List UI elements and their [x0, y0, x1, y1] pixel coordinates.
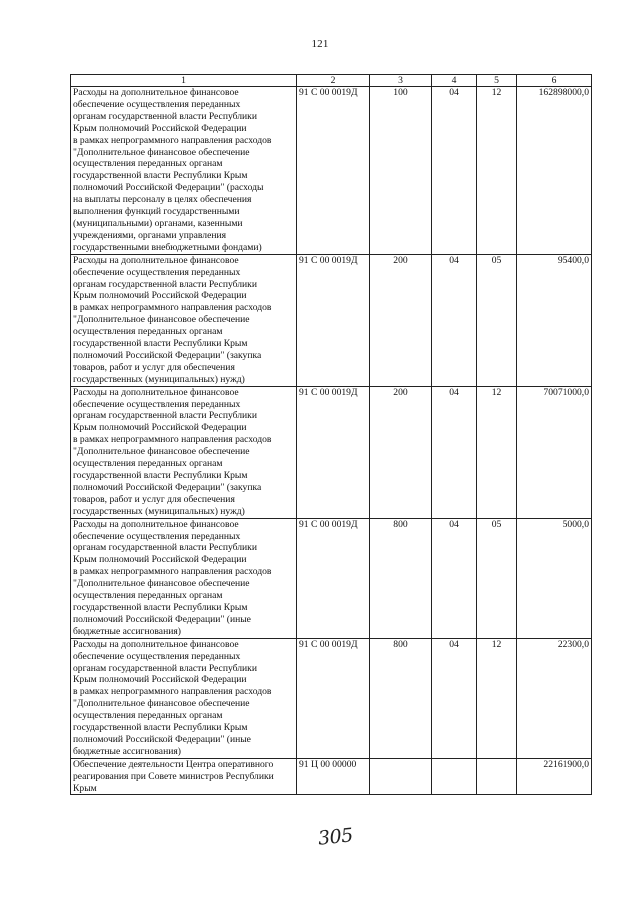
row-subsection: 12	[477, 87, 517, 255]
column-header-3: 3	[370, 75, 432, 87]
row-description: Расходы на дополнительное финансовое обеспечение осуществления переданных органам государственной власти Республики Крым полномочий Российской Федерации в рамках непрограммного направления расходов "Дополнительное финансовое обеспечение осуществления переданных органам государственной власти Республики Крым полномочий Российской Федерации" (закупка товаров, работ и услуг для обеспечения государственных (муниципальных) нужд)	[71, 386, 297, 518]
table-row	[71, 254, 592, 386]
column-header-1: 1	[71, 75, 297, 87]
row-expense-type: 800	[370, 638, 432, 758]
column-header-6: 6	[517, 75, 592, 87]
table-row	[71, 386, 592, 518]
row-target-code: 91 С 00 0019Д	[297, 87, 370, 255]
table-row	[71, 638, 592, 758]
row-subsection: 12	[477, 638, 517, 758]
table-header-row	[71, 75, 592, 87]
row-amount: 22161900,0	[517, 758, 592, 795]
row-subsection: 12	[477, 386, 517, 518]
row-section: 04	[432, 638, 477, 758]
row-description: Расходы на дополнительное финансовое обеспечение осуществления переданных органам государственной власти Республики Крым полномочий Российской Федерации в рамках непрограммного направления расходов "Дополнительное финансовое обеспечение осуществления переданных органам государственной власти Республики Крым полномочий Российской Федерации" (закупка товаров, работ и услуг для обеспечения государственных (муниципальных) нужд)	[71, 254, 297, 386]
row-target-code: 91 Ц 00 00000	[297, 758, 370, 795]
row-section: 04	[432, 254, 477, 386]
row-expense-type: 100	[370, 87, 432, 255]
row-description: Обеспечение деятельности Центра оперативного реагирования при Совете министров Республики Крым	[71, 758, 297, 795]
row-amount: 5000,0	[517, 518, 592, 638]
column-header-4: 4	[432, 75, 477, 87]
row-amount: 70071000,0	[517, 386, 592, 518]
row-subsection	[477, 758, 517, 795]
handwritten-page-number: 305	[316, 824, 354, 850]
column-header-5: 5	[477, 75, 517, 87]
row-expense-type	[370, 758, 432, 795]
row-section	[432, 758, 477, 795]
row-amount: 162898000,0	[517, 87, 592, 255]
row-section: 04	[432, 518, 477, 638]
row-subsection: 05	[477, 254, 517, 386]
page-number: 121	[311, 38, 329, 50]
row-section: 04	[432, 87, 477, 255]
table-row	[71, 87, 592, 255]
table-row	[71, 518, 592, 638]
row-description: Расходы на дополнительное финансовое обеспечение осуществления переданных органам государственной власти Республики Крым полномочий Российской Федерации в рамках непрограммного направления расходов "Дополнительное финансовое обеспечение осуществления переданных органам государственной власти Республики Крым полномочий Российской Федерации" (расходы на выплаты персоналу в целях обеспечения выполнения функций государственными (муниципальными) органами, казенными учреждениями, органами управления государственными внебюджетными фондами)	[71, 87, 297, 255]
row-expense-type: 800	[370, 518, 432, 638]
row-subsection: 05	[477, 518, 517, 638]
row-target-code: 91 С 00 0019Д	[297, 518, 370, 638]
row-description: Расходы на дополнительное финансовое обеспечение осуществления переданных органам государственной власти Республики Крым полномочий Российской Федерации в рамках непрограммного направления расходов "Дополнительное финансовое обеспечение осуществления переданных органам государственной власти Республики Крым полномочий Российской Федерации" (иные бюджетные ассигнования)	[71, 638, 297, 758]
row-description: Расходы на дополнительное финансовое обеспечение осуществления переданных органам государственной власти Республики Крым полномочий Российской Федерации в рамках непрограммного направления расходов "Дополнительное финансовое обеспечение осуществления переданных органам государственной власти Республики Крым полномочий Российской Федерации" (иные бюджетные ассигнования)	[71, 518, 297, 638]
row-expense-type: 200	[370, 254, 432, 386]
row-amount: 95400,0	[517, 254, 592, 386]
row-target-code: 91 С 00 0019Д	[297, 638, 370, 758]
row-target-code: 91 С 00 0019Д	[297, 254, 370, 386]
row-section: 04	[432, 386, 477, 518]
row-target-code: 91 С 00 0019Д	[297, 386, 370, 518]
table-row	[71, 758, 592, 795]
budget-table	[70, 74, 592, 795]
column-header-2: 2	[297, 75, 370, 87]
row-amount: 22300,0	[517, 638, 592, 758]
row-expense-type: 200	[370, 386, 432, 518]
